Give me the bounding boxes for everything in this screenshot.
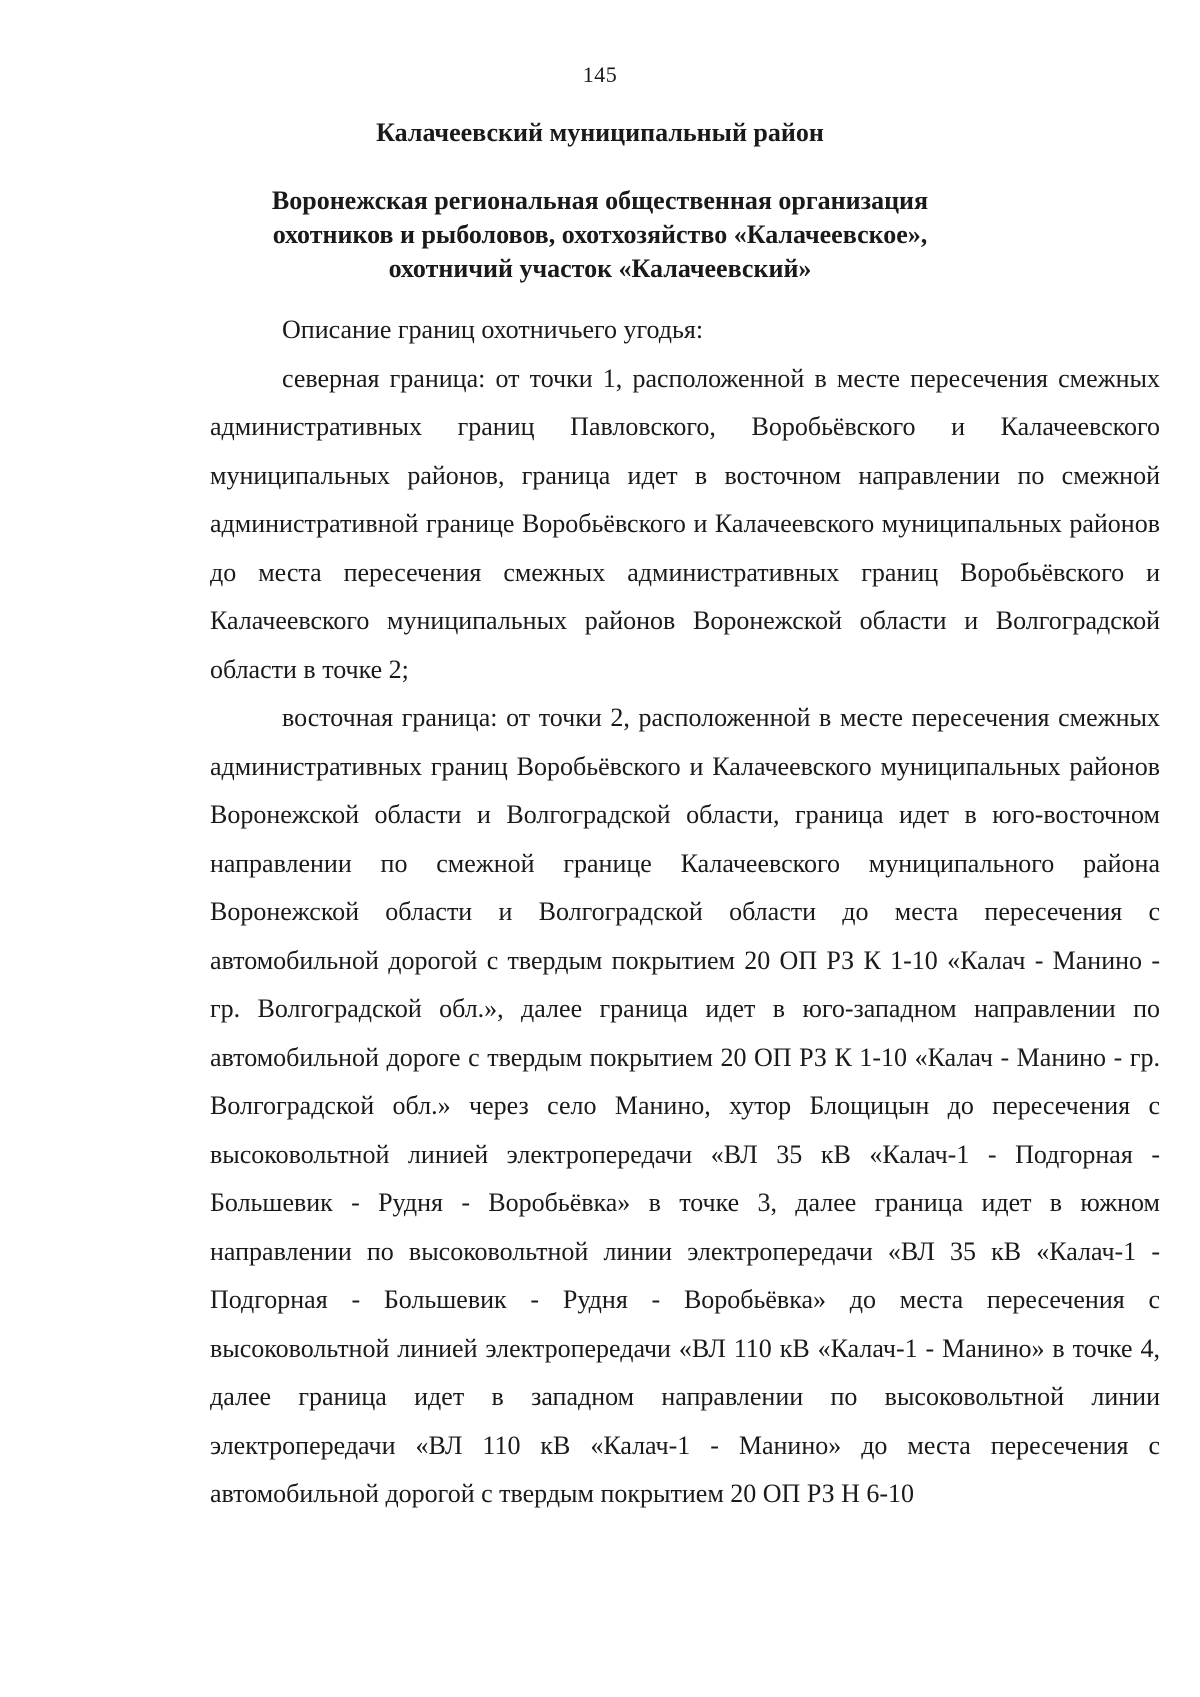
organization-title [230, 184, 970, 286]
east-boundary-paragraph: восточная граница: от точки 2, расположенной в месте пересечения смежных административных границ Воробьёвского и Калачеевского муниципальных районов Воронежской области и Волгоградской области, граница идет в юго-восточном направлении по смежной границе Калачеевского муниципального района Воронежской области и Волгоградской области до места пересечения с автомобильной дорогой с твердым покрытием 20 ОП РЗ К 1-10 «Калач - Манино - гр. Волгоградской обл.», далее граница идет в юго-западном направлении по автомобильной дороге с твердым покрытием 20 ОП РЗ К 1-10 «Калач - Манино - гр. Волгоградской обл.» через село Манино, хутор Блощицын до пересечения с высоковольтной линией электропередачи «ВЛ 35 кВ «Калач-1 - Подгорная - Большевик - Рудня - Воробьёвка» в точке 3, далее граница идет в южном направлении по высоковольтной линии электропередачи «ВЛ 35 кВ «Калач-1 - Подгорная - Большевик - Рудня - Воробьёвка» до места пересечения с высоковольтной линией электропередачи «ВЛ 110 кВ «Калач-1 - Манино» в точке 4, далее граница идет в западном направлении по высоковольтной линии электропередачи «ВЛ 110 кВ «Калач-1 - Манино» до места пересечения с автомобильной дорогой с твердым покрытием 20 ОП РЗ Н 6-10 [210, 703, 1160, 1508]
intro-paragraph: Описание границ охотничьего угодья: [282, 315, 704, 344]
organization-title-line-3: охотничий участок «Калачеевский» [388, 254, 812, 283]
north-boundary-paragraph: северная граница: от точки 1, расположенной в месте пересечения смежных административных границ Павловского, Воробьёвского и Калачеевского муниципальных районов, граница идет в восточном направлении по смежной административной границе Воробьёвского и Калачеевского муниципальных районов до места пересечения смежных административных границ Воробьёвского и Калачеевского муниципальных районов Воронежской области и Волгоградской области в точке 2; [210, 363, 1160, 684]
organization-title-line-1: Воронежская региональная общественная организация [271, 186, 929, 215]
page-number: 145 [582, 62, 618, 87]
organization-title-line-2: охотников и рыболовов, охотхозяйство «Калачеевское», [272, 220, 928, 249]
boundary-description [210, 306, 1160, 1519]
district-title: Калачеевский муниципальный район [376, 118, 824, 147]
